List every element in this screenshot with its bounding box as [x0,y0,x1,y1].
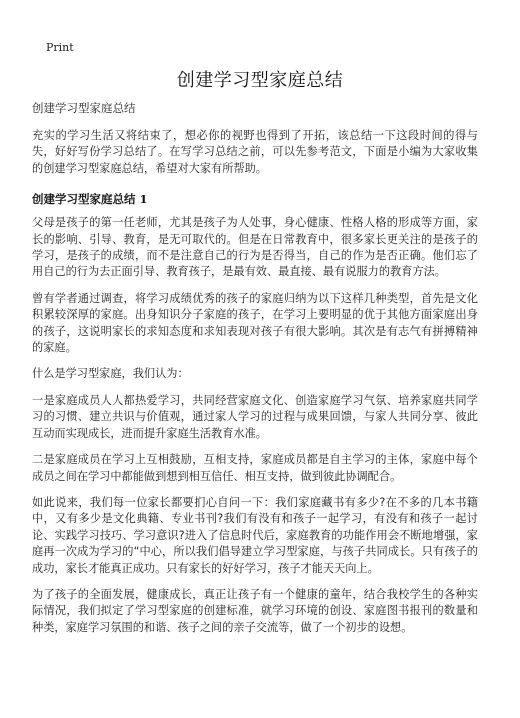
intro-paragraph: 充实的学习生活又将结束了，想必你的视野也得到了开拓，该总结一下这段时间的得与失，好好写份学习总结了。在写学习总结之前，可以先参考范文，下面是小编为大家收集的创建学习型家庭总结，希望对大家有所帮助。 [32,129,478,175]
body-paragraph: 为了孩子的全面发展，健康成长，真正让孩子有一个健康的童年，结合我校学生的各种实际情况，我们拟定了学习型家庭的创建标准，就学习环境的创设、家庭图书报刊的数量和种类，家庭学习氛围的和谐、孩子之间的亲子交流等，做了一个初步的设想。 [32,587,478,634]
body-paragraph: 父母是孩子的第一任老师，尤其是孩子为人处事，身心健康、性格人格的形成等方面，家长的影响、引导、教育，是无可取代的。但是在日常教育中，很多家长更关注的是孩子的学习，是孩子的成绩，而不是注意自己的行为是否得当，自己的作为是否正确。他们忘了用自己的行为去正面引导、教育孩子，是最有效、最直接、最有说服力的教育方法。 [32,216,478,279]
body-paragraph: 二是家庭成员在学习上互相鼓励，互相支持，家庭成员都是自主学习的主体，家庭中每个成员之间在学习中都能做到想到相互信任、相互支持，做到彼此协调配合。 [32,453,478,483]
body-paragraph: 什么是学习型家庭，我们认为： [32,367,189,381]
body-paragraph: 如此说来，我们每一位家长都要扪心自问一下：我们家庭藏书有多少?在不多的几本书籍中，又有多少是文化典籍、专业书刊?我们有没有和孩子一起学习，有没有和孩子一起讨论、实践学习技巧、学习意识?进入了信息时代后，家庭教育的功能作用会不断地增强，家庭再一次成为学习的“中心，所以我们倡导建立学习型家庭，与孩子共同成长。只有孩子的成功，家长才能真正成功。只有家长的好好学习，孩子才能天天向上。 [32,495,478,575]
body-paragraph: 一是家庭成员人人都热爱学习，共同经营家庭文化、创造家庭学习气氛、培养家庭共同学习的习惯、建立共识与价值观，通过家人学习的过程与成果回馈，与家人共同分享、彼此互动而实现成长，进而提升家庭生活教育水准。 [32,393,478,440]
page-title: 创建学习型家庭总结 [176,70,344,91]
print-link[interactable]: Print [46,41,74,54]
body-paragraph: 曾有学者通过调查，将学习成绩优秀的孩子的家庭归纳为以下这样几种类型，首先是文化积累较深厚的家庭。出身知识分子家庭的孩子，在学习上要明显的优于其他方面家庭出身的孩子，这说明家长的求知态度和求知表现对孩子有很大影响。其次是有志气有拼搏精神的家庭。 [32,291,478,355]
section-heading: 创建学习型家庭总结 1 [32,192,148,207]
document-subtitle: 创建学习型家庭总结 [32,101,136,115]
document-body [32,100,478,646]
